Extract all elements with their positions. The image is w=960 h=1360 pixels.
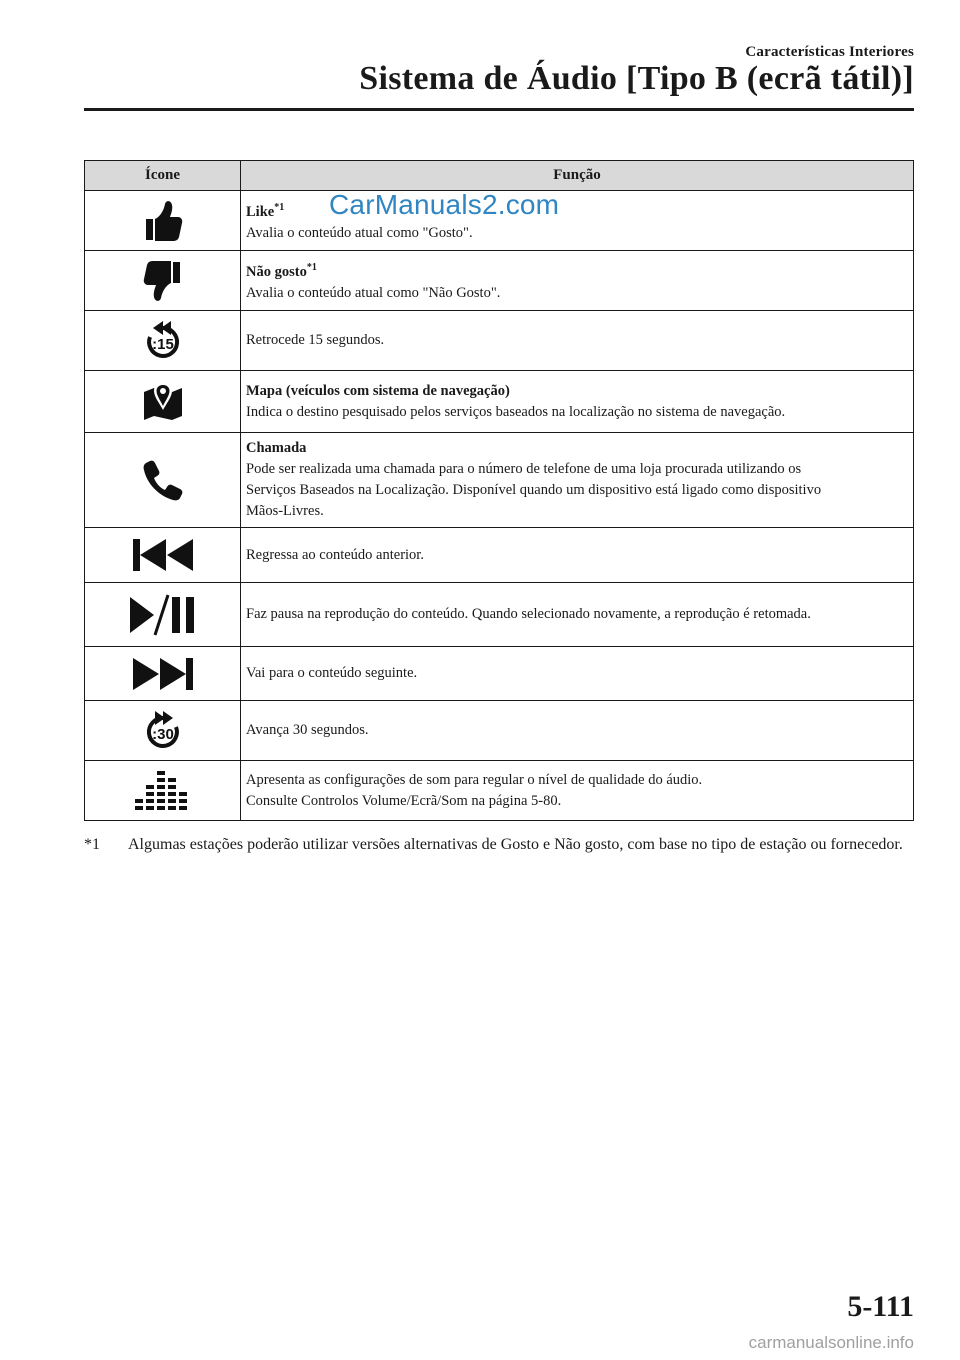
- row-title: Chamada: [246, 440, 307, 456]
- footnote: [84, 834, 914, 856]
- row-description: Avança 30 segundos.: [246, 722, 369, 738]
- row-title: Não gosto$^{*1}$: [246, 262, 317, 280]
- table-row: [85, 701, 914, 761]
- description-cell: [241, 583, 914, 647]
- icon-cell: [85, 528, 241, 583]
- rewind-15-label: :15: [151, 335, 174, 353]
- section-heading: Características Interiores: [745, 44, 914, 60]
- skip-previous-icon: [131, 537, 195, 573]
- thumbs-down-icon: [143, 259, 183, 303]
- footnote-mark: *1: [84, 836, 100, 853]
- description-cell: [241, 701, 914, 761]
- column-header-function: Função: [241, 161, 914, 191]
- table-row: [85, 761, 914, 821]
- description-cell: [241, 761, 914, 821]
- footnote-ref: *1: [306, 262, 317, 274]
- table-row: [85, 647, 914, 701]
- table-row: [85, 528, 914, 583]
- phone-icon: [141, 458, 185, 502]
- forward-30-icon: [141, 709, 185, 753]
- forward-30-label: :30: [151, 725, 174, 743]
- table-row: [85, 251, 914, 311]
- row-description: Apresenta as configurações de som para regular o nível de qualidade do áudio.: [246, 771, 703, 788]
- icon-cell: [85, 371, 241, 433]
- row-description: Pode ser realizada uma chamada para o número de telefone de uma loja procurada utilizando os: [246, 461, 802, 477]
- description-cell: [241, 647, 914, 701]
- icon-cell: [85, 761, 241, 821]
- page-number: 5-111: [847, 1290, 914, 1323]
- footnote-ref: *1: [274, 202, 285, 214]
- row-description: Avalia o conteúdo atual como "Não Gosto".: [246, 284, 501, 301]
- row-description: Indica o destino pesquisado pelos serviços baseados na localização no sistema de navegação.: [246, 403, 786, 420]
- icon-cell: [85, 191, 241, 251]
- row-title: Like$^{*1}$: [246, 202, 285, 220]
- equalizer-icon: [133, 769, 193, 813]
- watermark-carmanuals2: CarManuals2.com: [329, 189, 560, 220]
- row-description: Avalia o conteúdo atual como "Gosto".: [246, 224, 473, 241]
- header-divider: [84, 108, 914, 111]
- icon-cell: [85, 701, 241, 761]
- icon-function-table: [84, 160, 914, 821]
- row-description: Faz pausa na reprodução do conteúdo. Quando selecionado novamente, a reprodução é retomada.: [246, 606, 811, 622]
- icon-cell: [85, 433, 241, 528]
- icon-cell: [85, 251, 241, 311]
- thumbs-up-icon: [143, 199, 183, 243]
- icon-cell: [85, 583, 241, 647]
- description-cell: [241, 528, 914, 583]
- footnote-text: Algumas estações poderão utilizar versões alternativas de Gosto e Não gosto, com base no tipo de estação ou fornecedor.: [128, 836, 903, 853]
- row-description: Vai para o conteúdo seguinte.: [246, 665, 418, 681]
- description-cell: [241, 371, 914, 433]
- row-title: Mapa (veículos com sistema de navegação): [246, 382, 510, 399]
- table-row: [85, 311, 914, 371]
- row-description: Mãos-Livres.: [246, 503, 324, 519]
- table-row: [85, 371, 914, 433]
- table-row: [85, 433, 914, 528]
- icon-cell: [85, 647, 241, 701]
- description-cell: [241, 433, 914, 528]
- description-cell: [241, 311, 914, 371]
- map-pin-icon: [142, 380, 184, 424]
- skip-next-icon: [131, 656, 195, 692]
- column-header-icon: Ícone: [85, 161, 241, 191]
- page-title: Sistema de Áudio [Tipo B (ecrã tátil)]: [359, 60, 914, 97]
- description-cell: [241, 251, 914, 311]
- row-description: Consulte Controlos Volume/Ecrã/Som na página 5-80.: [246, 792, 562, 809]
- icon-cell: [85, 311, 241, 371]
- watermark-carmanualsonline: carmanualsonline.info: [748, 1333, 914, 1352]
- table-row: [85, 583, 914, 647]
- table-header-row: [85, 161, 914, 191]
- row-description: Serviços Baseados na Localização. Disponível quando um dispositivo está ligado como dispositivo: [246, 482, 822, 498]
- row-description: Retrocede 15 segundos.: [246, 332, 385, 348]
- play-pause-icon: [128, 593, 198, 637]
- rewind-15-icon: [141, 319, 185, 363]
- row-description: Regressa ao conteúdo anterior.: [246, 546, 424, 563]
